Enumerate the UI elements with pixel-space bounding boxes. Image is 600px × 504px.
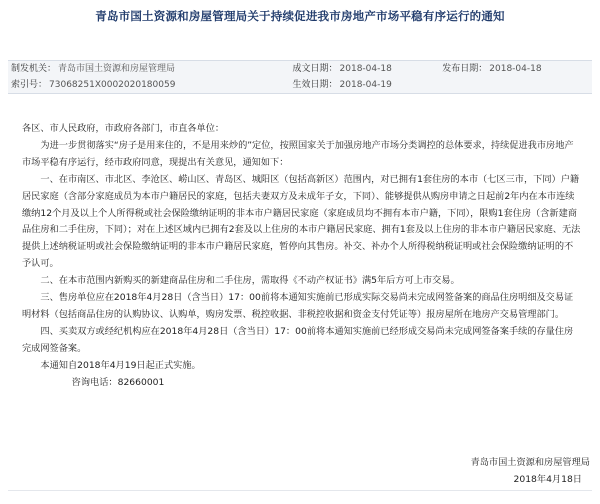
meta-publish-label: 发布日期：: [442, 64, 488, 74]
meta-publish: [442, 61, 592, 77]
item-1-paragraph: 一、在市南区、市北区、李沧区、崂山区、青岛区、城阳区（包括高新区）范围内，对已拥有1套住房的本市（七区三市，下同）户籍居民家庭（含部分家庭成员为本市户籍居民的家庭，包括夫妻双方及未成年子女，下同）、能够提供从购房申请之日起前2年内在本市连续缴纳12个月及以上个人所得税或社会保险缴纳证明的非本市户籍居民家庭（家庭成员均不拥有本市户籍，下同），限购1套住房（含新建商品住房和二手住房，下同）；对在上述区域内已拥有2套及以上住房的本市户籍居民家庭、拥有1套及以上住房的非本市户籍居民家庭、无法提供上述纳税证明或社会保险缴纳证明的非本市户籍居民家庭，暂停向其售房。补交、补办个人所得税纳税证明或社会保险缴纳证明的不予认可。: [22, 173, 581, 270]
signature-organization: 青岛市国土资源和房屋管理局: [470, 457, 590, 468]
item-3-paragraph: 三、售房单位应在2018年4月28日（含当日）17：00前将本通知实施前已形成实际交易尚未完成网签备案的商品住房明细及交易证明材料（包括商品住房的认购协议、认购单，购房发票、税控收据、非税控收据和资金支付凭证等）报房屋所在地房产交易管理部门。: [22, 292, 574, 320]
meta-effective-label: 生效日期：: [292, 80, 338, 90]
meta-index-value: 73068251X0002020180059: [49, 80, 176, 90]
meta-doc-date-value: 2018-04-18: [339, 64, 392, 74]
meta-doc-date-label: 成文日期：: [292, 64, 338, 74]
meta-issuer-value: 青岛市国土资源和房屋管理局: [58, 64, 176, 74]
meta-row-1: [8, 61, 592, 77]
bottom-divider: [8, 490, 592, 491]
meta-effective: [293, 77, 443, 93]
item-2-paragraph: 二、在本市范围内新购买的新建商品住房和二手住房，需取得《不动产权证书》满5年后方可上市交易。: [40, 275, 460, 287]
meta-issuer-label: 制发机关：: [11, 64, 57, 74]
document-meta-table: [8, 60, 592, 94]
signature-date: 2018年4月18日: [513, 474, 582, 485]
intro-paragraph: 为进一步贯彻落实“房子是用来住的，不是用来炒的”定位，按照国家关于加强房地产市场分类调控的总体要求，持续促进我市房地产市场平稳有序运行，经市政府同意，现提出有关意见，通知如下：: [22, 139, 574, 168]
meta-issuer: [8, 61, 293, 77]
meta-empty-cell: [442, 77, 592, 93]
meta-publish-value: 2018-04-18: [489, 64, 542, 74]
effective-note: 本通知自2018年4月19日起正式实施。: [40, 359, 201, 371]
meta-index: [8, 77, 293, 93]
salutation: 各区、市人民政府，市政府各部门，市直各单位：: [22, 123, 225, 134]
item-4-paragraph: 四、买卖双方或经纪机构应在2018年4月28日（含当日）17：00前将本通知实施前已经形成交易尚未完成网签备案手续的存量住房完成网签备案。: [22, 325, 574, 354]
meta-index-label: 索引号：: [11, 80, 48, 90]
meta-row-2: [8, 77, 592, 93]
meta-effective-value: 2018-04-19: [339, 80, 392, 90]
contact-phone: 咨询电话：82660001: [71, 376, 165, 388]
meta-doc-date: [293, 61, 443, 77]
document-title: 青岛市国土资源和房屋管理局关于持续促进我市房地产市场平稳有序运行的通知: [95, 9, 505, 23]
document-body: [22, 121, 582, 392]
